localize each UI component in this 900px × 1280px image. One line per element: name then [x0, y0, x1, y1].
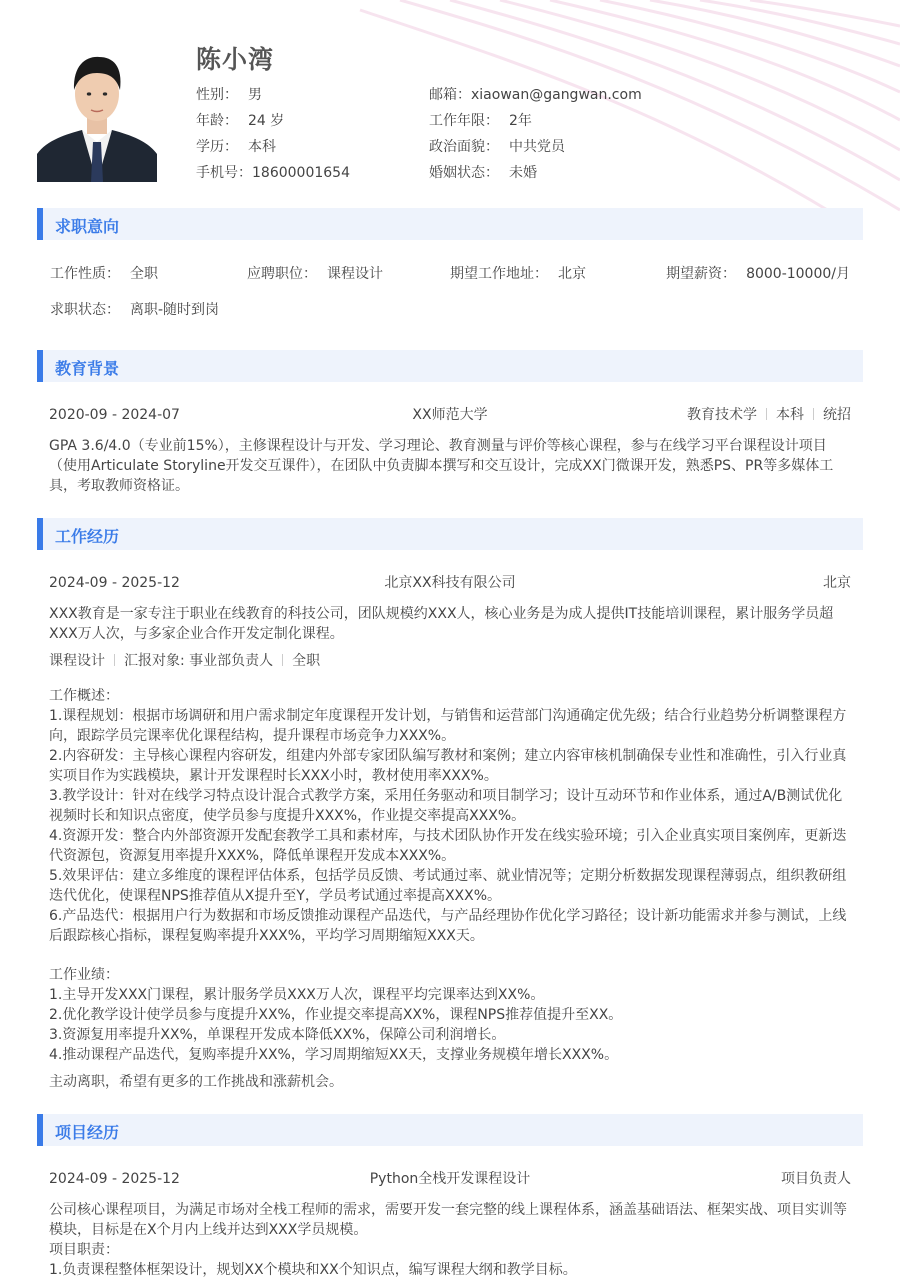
- project-name: [0, 1170, 900, 1188]
- section-header-education: [37, 350, 863, 382]
- desired-position: [247, 265, 383, 283]
- school-name: XX师范大学: [412, 407, 488, 423]
- education-major: 教育技术学: [687, 407, 757, 423]
- decorative-background-curves: [340, 0, 900, 230]
- education-level-info: [196, 138, 276, 156]
- work-city: 北京: [823, 575, 851, 591]
- section-accent-bar: [37, 208, 43, 240]
- job-search-status: [50, 301, 219, 319]
- separator: [114, 654, 115, 666]
- work-company: [0, 574, 900, 592]
- phone-label: 手机号：: [196, 165, 252, 181]
- work-overview-item: 3.教学设计：针对在线学习特点设计混合式教学方案，采用任务驱动和项目制学习；设计互动环节和作业体系，通过A/B测试优化视频时长和知识点密度，使学员参与度提升XXX%，作业提交率提高XXX%。: [49, 788, 843, 824]
- age-value: 24 岁: [248, 113, 285, 129]
- email-value[interactable]: xiaowan@gangwan.com: [471, 87, 642, 103]
- work-tag-report-to: 汇报对象: 事业部负责人: [124, 653, 274, 669]
- project-dates: 2024-09 - 2025-12: [49, 1171, 180, 1187]
- desired-location-value: 北京: [558, 266, 586, 282]
- phone-info: [196, 164, 350, 182]
- phone-value[interactable]: 18600001654: [252, 165, 350, 181]
- work-overview-item: 2.内容研发：主导核心课程内容研发，组建内外部专家团队编写教材和案例；建立内容审核机制确保专业性和准确性，引入行业真实项目作为实践模块，累计开发课程时长XXX小时，教材使用率XXX%。: [49, 748, 847, 784]
- education-degree: 本科: [776, 407, 804, 423]
- work-overview-item: 1.课程规划：根据市场调研和用户需求制定年度课程开发计划，与销售和运营部门沟通确定优先级；结合行业趋势分析调整课程方向，跟踪学员完课率优化课程结构，提升课程市场竞争力XXX%。: [49, 708, 847, 744]
- project-duty-title: 项目职责：: [49, 1242, 119, 1258]
- company-intro-text: XXX教育是一家专注于职业在线教育的科技公司，团队规模约XXX人，核心业务是为成人提供IT技能培训课程，累计服务学员超XXX万人次，与多家企业合作开发定制化课程。: [49, 606, 834, 642]
- desired-position-value: 课程设计: [327, 266, 383, 282]
- work-years-label: 工作年限：: [429, 113, 499, 129]
- work-result-item: 3.资源复用率提升XX%，单课程开发成本降低XX%，保障公司利润增长。: [49, 1027, 506, 1043]
- gender-value: 男: [248, 87, 262, 103]
- job-search-status-value: 离职-随时到岗: [130, 302, 220, 318]
- work-years-value: 2年: [509, 113, 532, 129]
- job-type: [50, 265, 158, 283]
- desired-position-label: 应聘职位：: [247, 266, 317, 282]
- education-description-text: GPA 3.6/4.0（专业前15%），主修课程设计与开发、学习理论、教育测量与评价等核心课程，参与在线学习平台课程设计项目（使用Articulate Storyline开发交互课件），在团队中负责脚本撰写和交互设计，完成XX门微课开发，熟悉PS、PR等多媒体工具，考取教师资格证。: [49, 438, 834, 494]
- desired-salary: [666, 265, 850, 283]
- email-info: [429, 86, 642, 104]
- separator: [813, 408, 814, 420]
- work-result-item: 1.主导开发XXX门课程，累计服务学员XXX万人次，课程平均完课率达到XX%。: [49, 987, 545, 1003]
- leave-reason-text: 主动离职，希望有更多的工作挑战和涨薪机会。: [49, 1074, 343, 1090]
- education-level-value: 本科: [248, 139, 276, 155]
- education-meta: [687, 406, 851, 424]
- candidate-name: 陈小湾: [196, 45, 275, 74]
- section-header-job-intent: [37, 208, 863, 240]
- work-tag-type: 全职: [292, 653, 321, 669]
- section-accent-bar: [37, 1114, 43, 1146]
- section-title: 教育背景: [55, 359, 120, 378]
- section-title: 项目经历: [55, 1123, 120, 1142]
- work-years-info: [429, 112, 532, 130]
- leave-reason: [49, 1072, 854, 1092]
- project-name-text: Python全栈开发课程设计: [369, 1171, 531, 1187]
- avatar: [37, 42, 157, 182]
- separator: [282, 654, 283, 666]
- section-accent-bar: [37, 518, 43, 550]
- work-overview-item: 4.资源开发：整合内外部资源开发配套教学工具和素材库，与技术团队协作开发在线实验环境；引入企业真实项目案例库，更新迭代资源包，资源复用率提升XXX%，降低单课程开发成本XXX%。: [49, 828, 847, 864]
- political-status-label: 政治面貌：: [429, 139, 499, 155]
- section-title: 求职意向: [55, 217, 120, 236]
- education-level-label: 学历：: [196, 139, 238, 155]
- section-header-work: [37, 518, 863, 550]
- project-description-text: 公司核心课程项目，为满足市场对全栈工程师的需求，需要开发一套完整的线上课程体系，涵盖基础语法、框架实战、项目实训等模块，目标是在X个月内上线并达到XXX学员规模。: [49, 1202, 847, 1238]
- work-tag-role: 课程设计: [49, 653, 105, 669]
- project-role: 项目负责人: [781, 1171, 851, 1187]
- desired-salary-value: 8000-10000/月: [746, 266, 850, 282]
- political-status-info: [429, 138, 565, 156]
- job-type-value: 全职: [130, 266, 158, 282]
- desired-location-label: 期望工作地址：: [450, 266, 548, 282]
- company-intro: [49, 604, 854, 644]
- age-label: 年龄：: [196, 113, 238, 129]
- political-status-value: 中共党员: [509, 139, 565, 155]
- separator: [766, 408, 767, 420]
- desired-salary-label: 期望薪资：: [666, 266, 737, 282]
- work-results-title: 工作业绩：: [49, 967, 119, 983]
- work-dates: 2024-09 - 2025-12: [49, 575, 180, 591]
- desired-location: [450, 265, 586, 283]
- section-header-project: [37, 1114, 863, 1146]
- age-info: [196, 112, 284, 130]
- marital-status-label: 婚姻状态：: [429, 165, 499, 181]
- gender-label: 性别：: [196, 87, 238, 103]
- job-type-label: 工作性质：: [50, 266, 120, 282]
- work-overview-item: 6.产品迭代：根据用户行为数据和市场反馈推动课程产品迭代，与产品经理协作优化学习路径；设计新功能需求并参与测试，上线后跟踪核心指标，课程复购率提升XXX%，平均学习周期缩短XXX天。: [49, 908, 847, 944]
- education-description: [49, 436, 854, 496]
- company-name: 北京XX科技有限公司: [384, 575, 516, 591]
- education-dates: 2020-09 - 2024-07: [49, 407, 180, 423]
- work-overview: [49, 686, 854, 946]
- section-accent-bar: [37, 350, 43, 382]
- section-title: 工作经历: [55, 527, 120, 546]
- education-admission: 统招: [823, 407, 851, 423]
- work-result-item: 2.优化教学设计使学员参与度提升XX%，作业提交率提高XX%，课程NPS推荐值提升至XX。: [49, 1007, 623, 1023]
- job-search-status-label: 求职状态：: [50, 302, 120, 318]
- project-description: [49, 1200, 854, 1280]
- gender-info: [196, 86, 262, 104]
- work-result-item: 4.推动课程产品迭代，复购率提升XX%，学习周期缩短XX天，支撑业务规模年增长XXX%。: [49, 1047, 619, 1063]
- work-overview-item: 5.效果评估：建立多维度的课程评估体系，包括学员反馈、考试通过率、就业情况等；定期分析数据发现课程薄弱点，组织教研组迭代优化，使课程NPS推荐值从X提升至Y，学员考试通过率提高XXX%。: [49, 868, 847, 904]
- project-duty-item: 1.负责课程整体框架设计，规划XX个模块和XX个知识点，编写课程大纲和教学目标。: [49, 1262, 577, 1278]
- work-tags: [49, 652, 320, 670]
- marital-status-info: [429, 164, 537, 182]
- work-results: [49, 965, 854, 1065]
- email-label: 邮箱：: [429, 87, 471, 103]
- marital-status-value: 未婚: [509, 165, 537, 181]
- work-overview-title: 工作概述：: [49, 688, 119, 704]
